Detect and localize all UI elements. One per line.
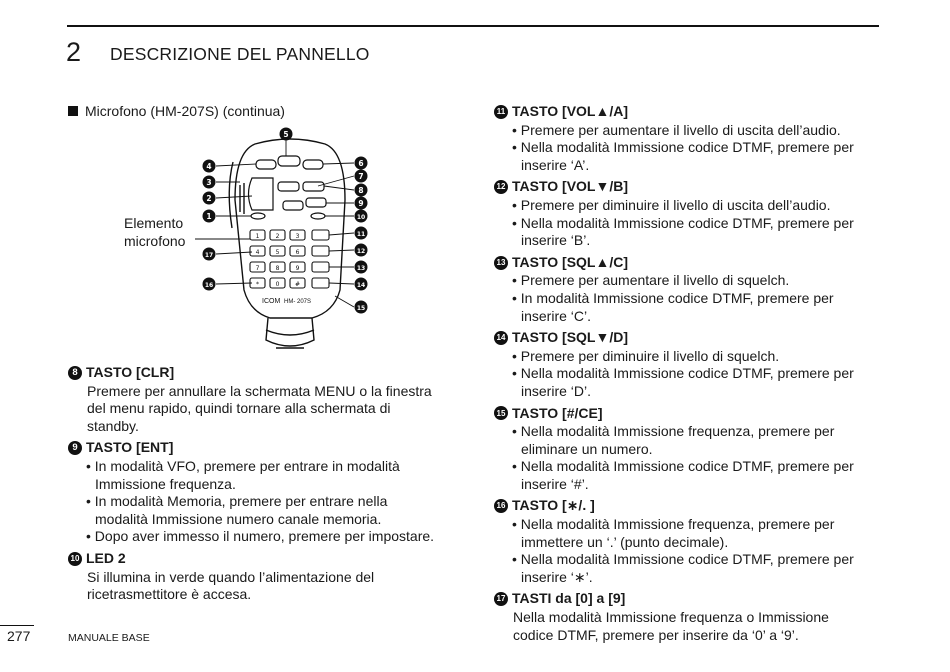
- mic-element-label-line2: microfono: [124, 233, 186, 249]
- section-vol-down-key: [494, 178, 874, 249]
- bullet-line: • Nella modalità Immissione codice DTMF, premere per: [512, 139, 854, 156]
- section-heading: [68, 364, 448, 382]
- section-vol-up-key: [494, 103, 874, 174]
- bullet-continuation: inserire ‘∗’.: [521, 568, 593, 585]
- section-paragraph-line: ricetrasmettitore è accesa.: [87, 586, 252, 603]
- callout-13: 13: [356, 265, 366, 272]
- bullet-line: • Premere per diminuire il livello di uscita dell’audio.: [512, 196, 831, 213]
- bullet-continuation: Immissione frequenza.: [95, 475, 236, 492]
- number-badge: 17: [494, 592, 508, 606]
- section-heading: [494, 178, 874, 196]
- bullet-continuation: eliminare un numero.: [521, 440, 653, 457]
- key-hash: #: [294, 281, 301, 288]
- section-title: TASTO [∗/. ]: [512, 497, 595, 514]
- section-paragraph-line: codice DTMF, premere per inserire da ‘0’ a ‘9’.: [513, 626, 799, 643]
- key-3: 3: [295, 233, 300, 240]
- number-badge: 16: [494, 499, 508, 513]
- left-column: [68, 364, 448, 608]
- bullet-line: • Nella modalità Immissione frequenza, premere per: [512, 423, 835, 440]
- section-title: TASTO [CLR]: [86, 364, 175, 380]
- key-7: 7: [255, 265, 260, 272]
- bullet-continuation: inserire ‘#’.: [521, 475, 589, 492]
- callout-6: 6: [358, 159, 364, 168]
- bullet-line: • Premere per aumentare il livello di squelch.: [512, 272, 790, 289]
- section-title: TASTO [ENT]: [86, 439, 174, 456]
- subsection-heading-text: Microfono (HM-207S) (continua): [85, 103, 285, 119]
- bullet-line: • In modalità Memoria, premere per entrare nella: [86, 493, 388, 510]
- section-paragraph-line: Si illumina in verde quando l’alimentazione del: [87, 568, 375, 585]
- section-digit-keys: [494, 590, 874, 644]
- callout-14: 14: [356, 282, 366, 289]
- key-0: 0: [275, 281, 280, 288]
- key-2: 2: [275, 233, 280, 240]
- section-heading: [494, 329, 874, 347]
- mic-model: HM- 207S: [284, 299, 312, 305]
- key-9: 9: [295, 265, 300, 272]
- callout-2: 2: [206, 194, 212, 203]
- bullet-line: • Nella modalità Immissione codice DTMF, premere per: [512, 551, 854, 568]
- callout-15: 15: [356, 305, 366, 312]
- section-heading: [494, 103, 874, 121]
- callout-5: 5: [283, 130, 289, 139]
- section-paragraph-line: Premere per annullare la schermata MENU o la finestra: [87, 382, 432, 399]
- number-badge: 10: [68, 552, 82, 566]
- bullet-line: • Premere per aumentare il livello di uscita dell’audio.: [512, 121, 841, 138]
- bullet-continuation: inserire ‘C’.: [521, 307, 592, 324]
- number-badge: 9: [68, 441, 82, 455]
- callout-3: 3: [206, 178, 212, 187]
- section-sql-down-key: [494, 329, 874, 400]
- bullet-continuation: inserire ‘B’.: [521, 232, 591, 249]
- section-paragraph-line: Nella modalità Immissione frequenza o Immissione: [513, 609, 829, 626]
- section-heading: [494, 254, 874, 272]
- number-badge: 13: [494, 256, 508, 270]
- bullet-continuation: immettere un ‘.’ (punto decimale).: [521, 533, 729, 550]
- bullet-line: • In modalità VFO, premere per entrare in modalità: [86, 457, 400, 474]
- section-title: TASTO [#/CE]: [512, 404, 603, 421]
- section-paragraph-line: del menu rapido, quindi tornare alla schermata di: [87, 400, 391, 417]
- right-column: [494, 103, 874, 648]
- bullet-line: • Dopo aver immesso il numero, premere per impostare.: [86, 528, 435, 545]
- callout-7: 7: [358, 172, 364, 181]
- bullet-line: • Nella modalità Immissione codice DTMF, premere per: [512, 458, 854, 475]
- callout-11: 11: [356, 231, 366, 238]
- number-badge: 15: [494, 406, 508, 420]
- bullet-continuation: inserire ‘D’.: [521, 382, 592, 399]
- section-heading: [494, 590, 874, 608]
- number-badge: 14: [494, 331, 508, 345]
- section-ent-key: [68, 439, 448, 546]
- page-number-rule: [0, 625, 34, 626]
- microphone-illustration: [195, 124, 385, 360]
- bullet-line: • Nella modalità Immissione frequenza, premere per: [512, 516, 835, 533]
- section-paragraph-line: standby.: [87, 417, 139, 434]
- callout-12: 12: [356, 248, 366, 255]
- mic-element-label-line1: Elemento: [124, 215, 184, 231]
- callout-9: 9: [358, 199, 364, 208]
- bullet-continuation: modalità Immissione numero canale memoria.: [95, 510, 382, 527]
- bullet-continuation: inserire ‘A’.: [521, 156, 590, 173]
- bullet-line: • Nella modalità Immissione codice DTMF, premere per: [512, 214, 854, 231]
- section-heading: [68, 439, 448, 457]
- callout-10: 10: [356, 214, 366, 221]
- top-rule: [67, 25, 879, 27]
- mic-brand: ICOM: [262, 298, 281, 305]
- bullet-line: • Premere per diminuire il livello di squelch.: [512, 347, 780, 364]
- callout-17: 17: [204, 252, 214, 259]
- bullet-line: • Nella modalità Immissione codice DTMF, premere per: [512, 365, 854, 382]
- section-title: TASTI da [0] a [9]: [512, 590, 626, 607]
- callout-4: 4: [206, 162, 212, 171]
- key-6: 6: [295, 249, 300, 256]
- section-star-dot-key: [494, 497, 874, 586]
- section-title: LED 2: [86, 549, 126, 566]
- bullet-line: • In modalità Immissione codice DTMF, premere per: [512, 289, 834, 306]
- number-badge: 12: [494, 180, 508, 194]
- mic-element-label: [124, 214, 185, 250]
- callout-16: 16: [204, 282, 214, 289]
- section-title: TASTO [VOL▲/A]: [512, 103, 628, 119]
- chapter-title: DESCRIZIONE DEL PANNELLO: [110, 44, 370, 64]
- section-sql-up-key: [494, 254, 874, 325]
- key-8: 8: [275, 265, 280, 272]
- callout-8: 8: [358, 186, 364, 195]
- section-title: TASTO [SQL▲/C]: [512, 253, 628, 270]
- callout-1: 1: [206, 212, 212, 221]
- section-heading: [494, 405, 874, 423]
- key-4: 4: [255, 249, 260, 256]
- section-hash-ce-key: [494, 405, 874, 494]
- section-heading: [68, 550, 448, 568]
- chapter-number: 2: [66, 37, 82, 67]
- subsection-heading: [68, 103, 285, 119]
- footer-manual-name: MANUALE BASE: [68, 632, 150, 644]
- number-badge: 11: [494, 105, 508, 119]
- key-star: *: [256, 281, 259, 288]
- section-clr-key: [68, 364, 448, 435]
- section-title: TASTO [VOL▼/B]: [512, 178, 628, 195]
- section-title: TASTO [SQL▼/D]: [512, 329, 628, 346]
- number-badge: 8: [68, 366, 82, 380]
- key-5: 5: [275, 249, 280, 256]
- section-led-2: [68, 550, 448, 604]
- section-heading: [494, 497, 874, 515]
- square-bullet-icon: [68, 106, 78, 116]
- page-number: 277: [7, 628, 31, 644]
- key-1: 1: [255, 233, 260, 240]
